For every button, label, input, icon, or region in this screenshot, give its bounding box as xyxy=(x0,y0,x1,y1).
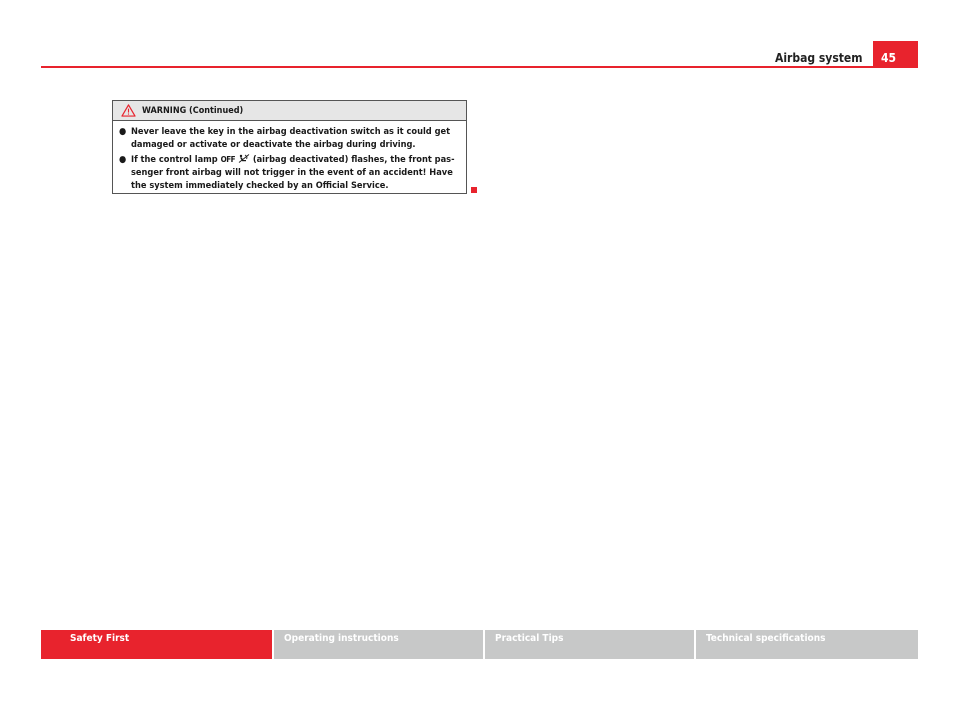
page-number: 45 xyxy=(873,41,918,67)
warning-box xyxy=(112,100,467,194)
tab-operating-instructions[interactable]: Operating instructions xyxy=(274,630,483,659)
warning-bullet-text xyxy=(131,153,460,192)
bullet-icon: ● xyxy=(119,154,127,165)
warning-title: WARNING (Continued) xyxy=(142,105,244,116)
section-end-marker xyxy=(471,187,477,193)
list-item xyxy=(119,153,460,192)
header-rule xyxy=(41,66,918,68)
warning-header xyxy=(113,101,466,121)
warning-bullet-text: Never leave the key in the airbag deactivation switch as it could get damaged or activate or deactivate the airbag during driving. xyxy=(131,126,451,150)
lamp-off-text: OFF xyxy=(220,155,236,164)
footer-nav xyxy=(41,630,918,659)
warning-triangle-icon xyxy=(121,104,136,117)
section-title: Airbag system xyxy=(775,51,863,65)
passenger-airbag-off-icon xyxy=(238,154,250,163)
bullet-icon: ● xyxy=(119,126,127,137)
bullet-text-after: (airbag deactivated) flashes, the front pas-senger front airbag will not trigger in the event of an accident! Have the system immediately checked by an Official Service. xyxy=(131,154,455,191)
warning-body xyxy=(113,121,466,192)
tab-technical-specifications[interactable]: Technical specifications xyxy=(696,630,918,659)
tab-safety-first[interactable]: Safety First xyxy=(41,630,272,659)
list-item xyxy=(119,125,460,151)
bullet-text-before: If the control lamp xyxy=(131,154,218,165)
tab-practical-tips[interactable]: Practical Tips xyxy=(485,630,694,659)
